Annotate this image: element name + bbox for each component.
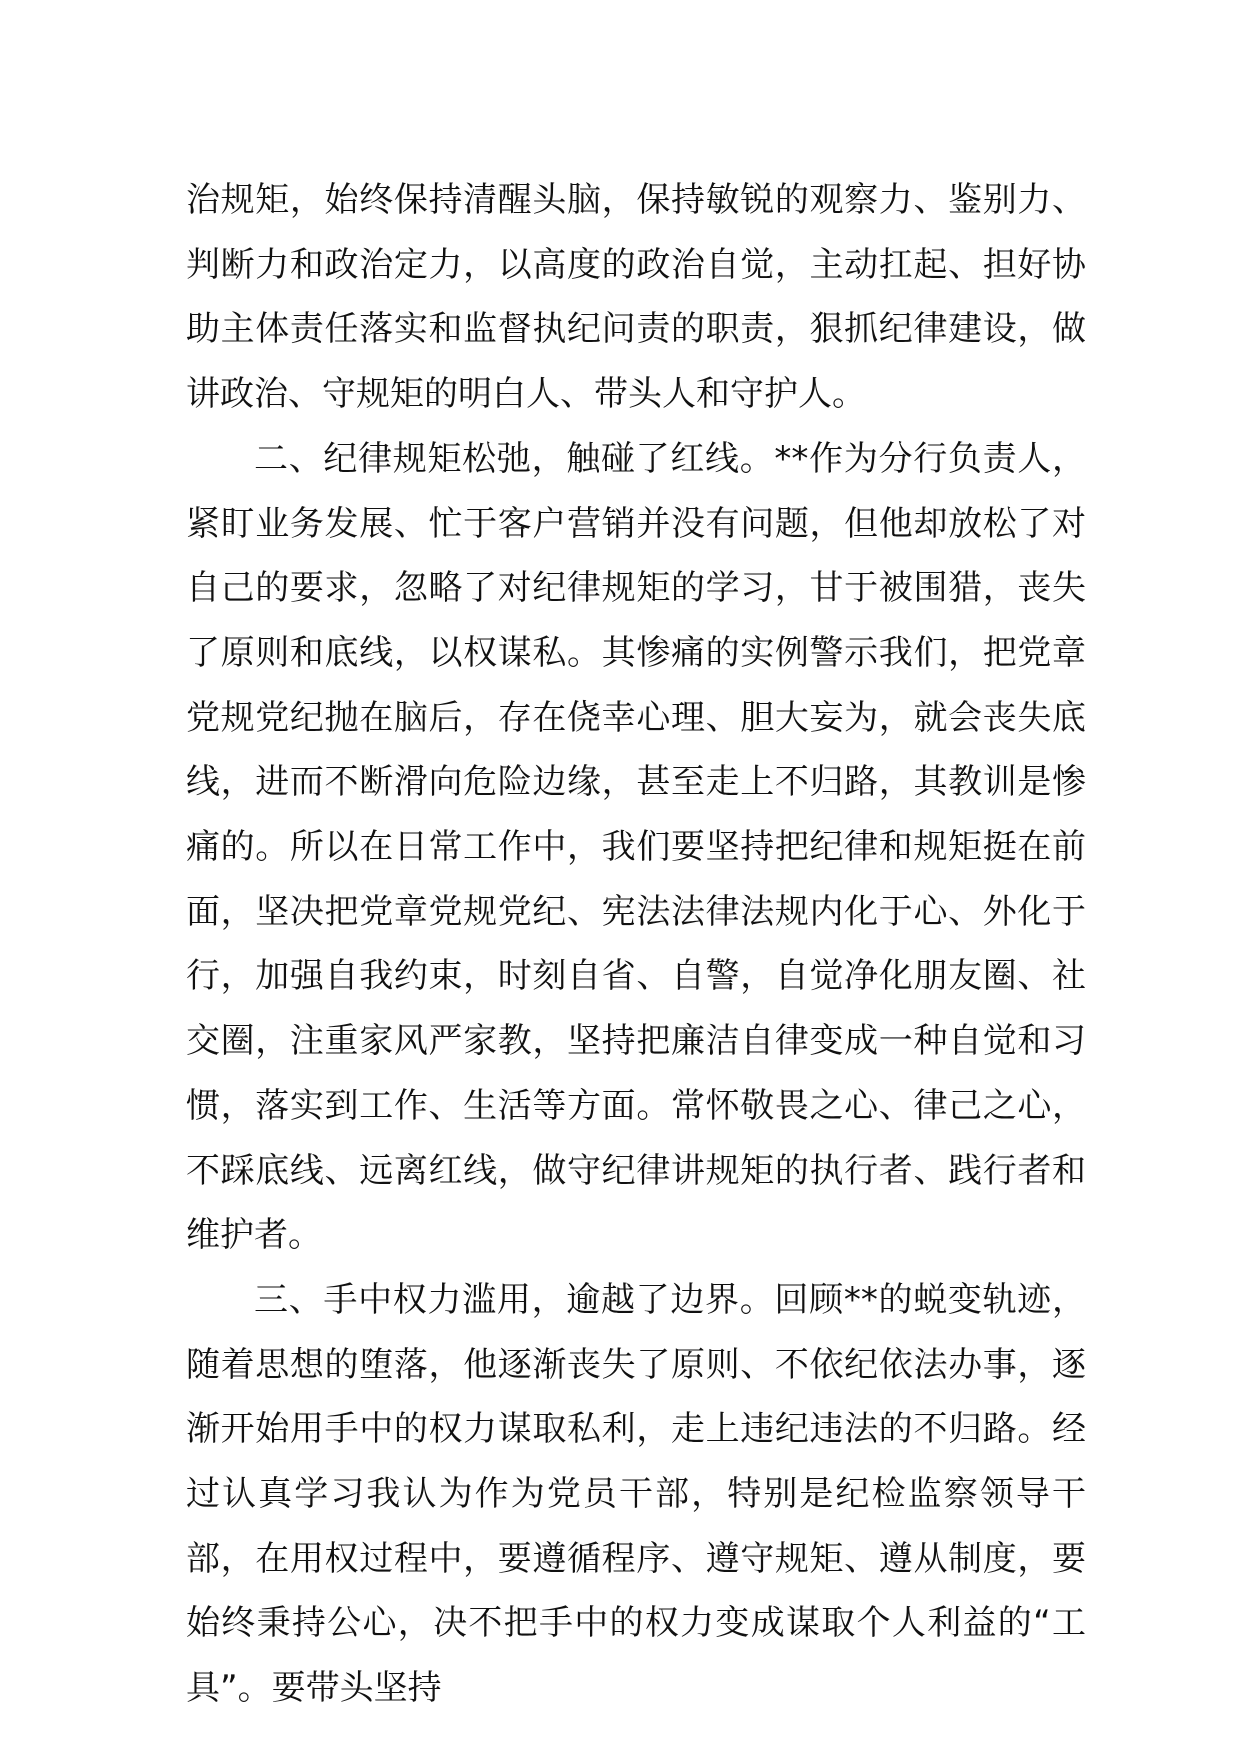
document-body (186, 168, 1086, 1721)
paragraph-continuation: 治规矩，始终保持清醒头脑，保持敏锐的观察力、鉴别力、判断力和政治定力，以高度的政治自觉，主动扛起、担好协助主体责任落实和监督执纪问责的职责，狠抓纪律建设，做讲政治、守规矩的明白人、带头人和守护人。 (186, 180, 1086, 415)
paragraph-section-three: 三、手中权力滥用，逾越了边界。回顾**的蜕变轨迹，随着思想的堕落，他逐渐丧失了原则、不依纪依法办事，逐渐开始用手中的权力谋取私利，走上违纪违法的不归路。经过认真学习我认为作为党员干部，特别是纪检监察领导干部，在用权过程中，要遵循程序、遵守规矩、遵从制度，要始终秉持公心，决不把手中的权力变成谋取个人利益的“工具”。要带头坚持 (186, 1279, 1086, 1709)
paragraph-section-two: 二、纪律规矩松弛，触碰了红线。**作为分行负责人，紧盯业务发展、忙于客户营销并没有问题，但他却放松了对自己的要求，忽略了对纪律规矩的学习，甘于被围猎，丧失了原则和底线，以权谋私。其惨痛的实例警示我们，把党章党规党纪抛在脑后，存在侥幸心理、胆大妄为，就会丧失底线，进而不断滑向危险边缘，甚至走上不归路，其教训是惨痛的。所以在日常工作中，我们要坚持把纪律和规矩挺在前面，坚决把党章党规党纪、宪法法律法规内化于心、外化于行，加强自我约束，时刻自省、自警，自觉净化朋友圈、社交圈，注重家风严家教，坚持把廉洁自律变成一种自觉和习惯，落实到工作、生活等方面。常怀敬畏之心、律己之心，不踩底线、远离红线，做守纪律讲规矩的执行者、践行者和维护者。 (186, 438, 1086, 1256)
